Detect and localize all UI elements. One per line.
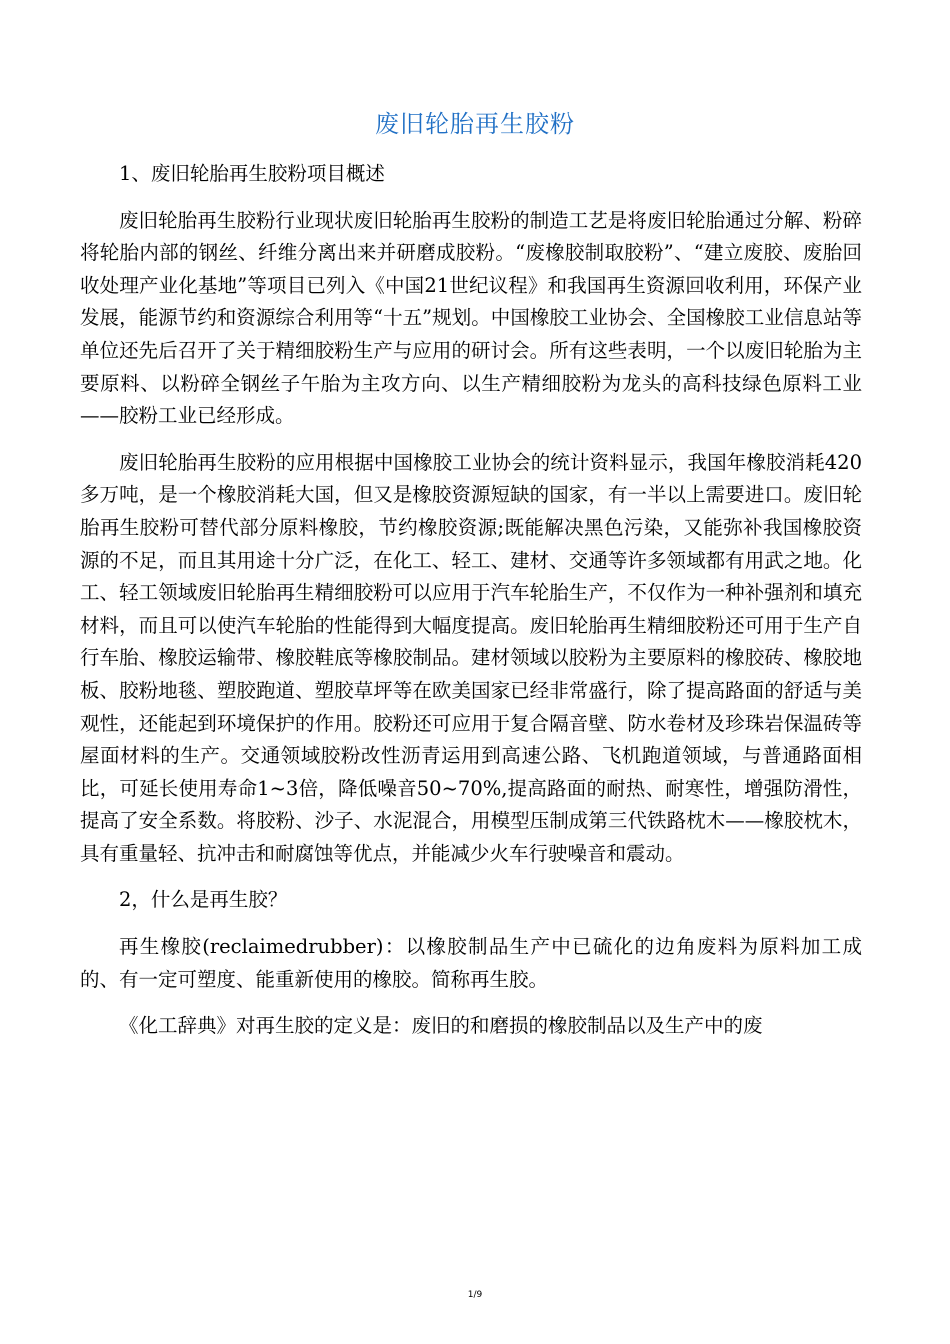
section-heading-2: 2，什么是再生胶？ xyxy=(119,888,288,912)
paragraph-dictionary: 《化工辞典》对再生胶的定义是：废旧的和磨损的橡胶制品以及生产中的废 xyxy=(119,1014,763,1038)
paragraph-application: 废旧轮胎再生胶粉的应用根据中国橡胶工业协会的统计资料显示，我国年橡胶消耗420多万吨，是一个橡胶消耗大国，但又是橡胶资源短缺的国家，有一半以上需要进口。废旧轮胎再生胶粉可替代部分原料橡胶，节约橡胶资源;既能解决黑色污染，又能弥补我国橡胶资源的不足，而且其用途十分广泛，在化工、轻工、建材、交通等许多领域都有用武之地。化工、轻工领域废旧轮胎再生精细胶粉可以应用于汽车轮胎生产，不仅作为一种补强剂和填充材料，而且可以使汽车轮胎的性能得到大幅度提高。废旧轮胎再生精细胶粉还可用于生产自行车胎、橡胶运输带、橡胶鞋底等橡胶制品。建材领域以胶粉为主要原料的橡胶砖、橡胶地板、胶粉地毯、塑胶跑道、塑胶草坪等在欧美国家已经非常盛行，除了提高路面的舒适与美观性，还能起到环境保护的作用。胶粉还可应用于复合隔音壁、防水卷材及珍珠岩保温砖等屋面材料的生产。交通领域胶粉改性沥青运用到高速公路、飞机跑道领域，与普通路面相比，可延长使用寿命1~3倍，降低噪音50~70%,提高路面的耐热、耐寒性，增强防滑性，提高了安全系数。将胶粉、沙子、水泥混合，用模型压制成第三代铁路枕木——橡胶枕木，具有重量轻、抗冲击和耐腐蚀等优点，并能减少火车行驶噪音和震动。 xyxy=(80,450,862,865)
paragraph-definition: 再生橡胶(reclaimedrubber)：以橡胶制品生产中已硫化的边角废料为原料加工成的、有一定可塑度、能重新使用的橡胶。简称再生胶。 xyxy=(80,935,862,991)
page-number: 1/9 xyxy=(467,1290,483,1300)
document-title: 废旧轮胎再生胶粉 xyxy=(375,110,575,138)
section-heading-1: 1、废旧轮胎再生胶粉项目概述 xyxy=(119,162,385,185)
document-body xyxy=(80,158,862,1057)
paragraph-overview: 废旧轮胎再生胶粉行业现状废旧轮胎再生胶粉的制造工艺是将废旧轮胎通过分解、粉碎将轮胎内部的钢丝、纤维分离出来并研磨成胶粉。“废橡胶制取胶粉”、“建立废胶、废胎回收处理产业化基地”等项目已列入《中国21世纪议程》和我国再生资源回收利用，环保产业发展，能源节约和资源综合利用等“十五”规划。中国橡胶工业协会、全国橡胶工业信息站等单位还先后召开了关于精细胶粉生产与应用的研讨会。所有这些表明，一个以废旧轮胎为主要原料、以粉碎全钢丝子午胎为主攻方向、以生产精细胶粉为龙头的高科技绿色原料工业——胶粉工业已经形成。 xyxy=(80,208,862,428)
